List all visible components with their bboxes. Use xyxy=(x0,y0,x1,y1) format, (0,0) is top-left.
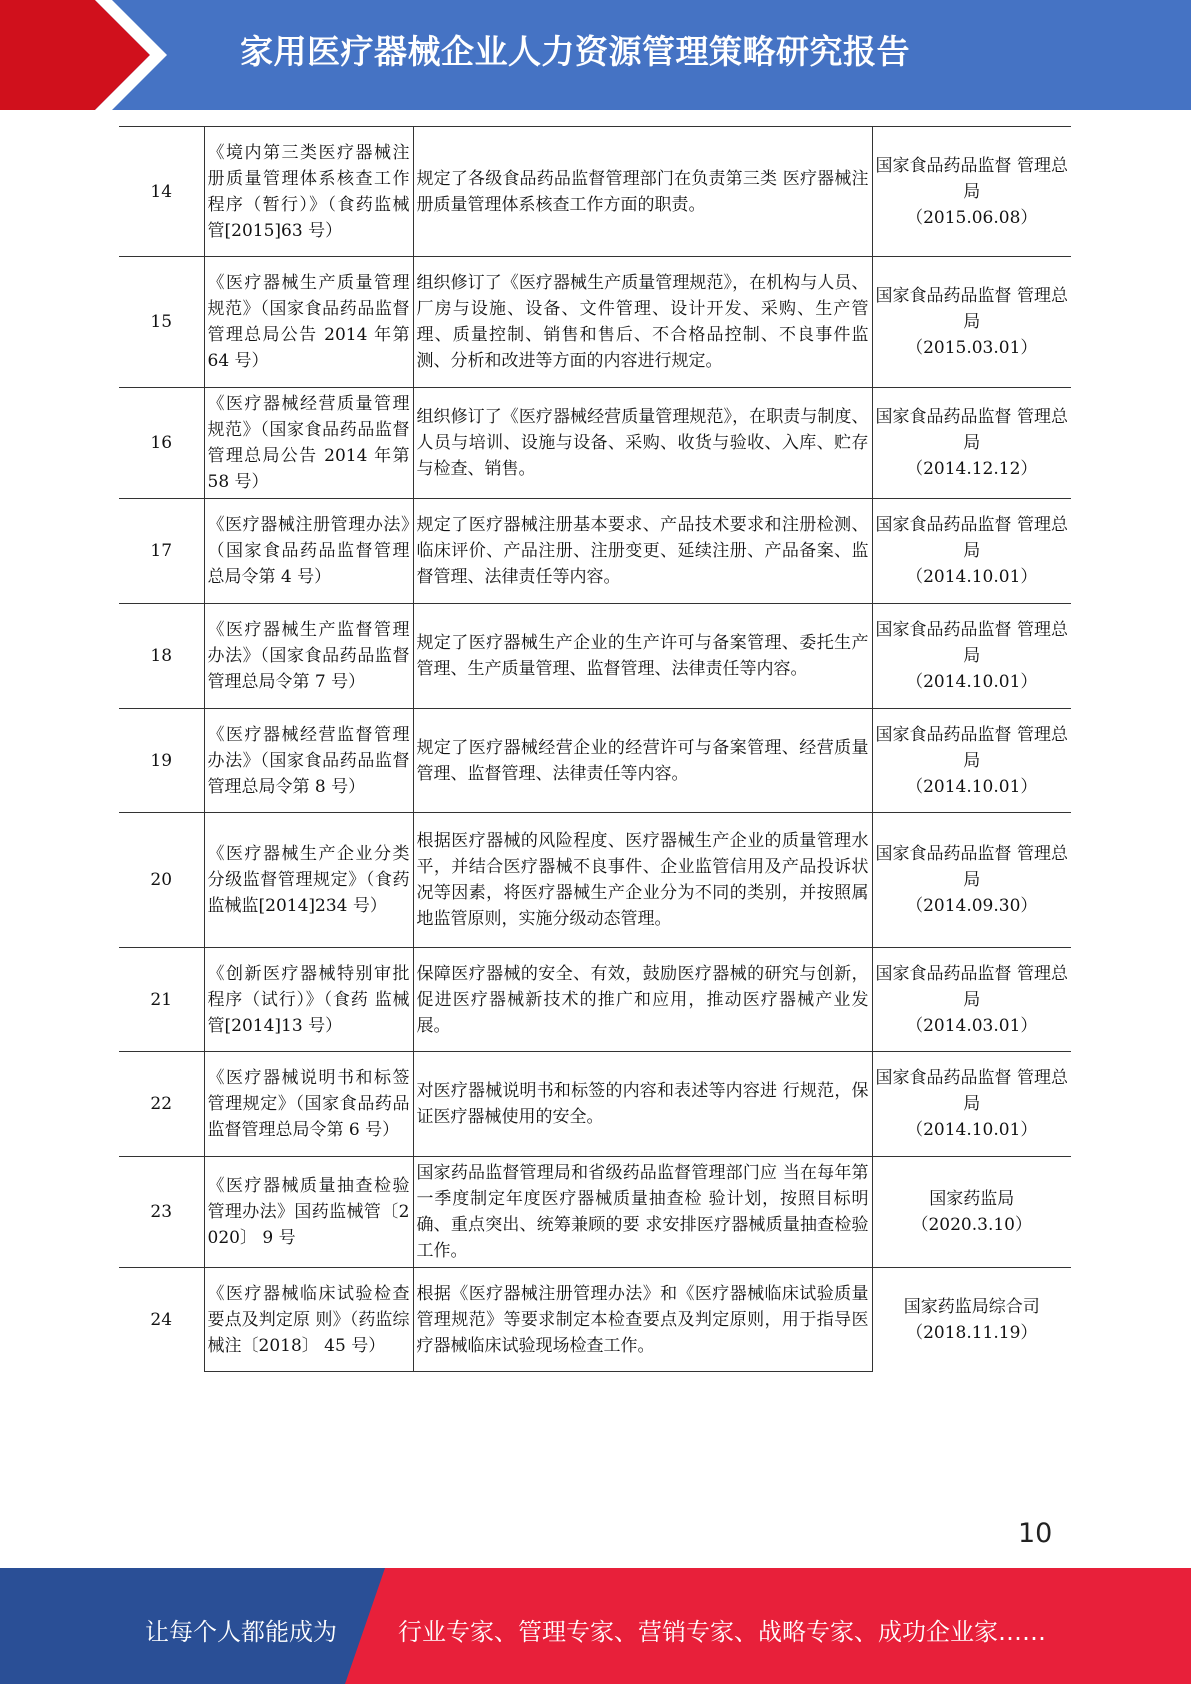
authority-name: 国家食品药品监督 管理总局 xyxy=(875,515,1068,561)
table-row xyxy=(119,1157,1071,1268)
issuing-authority xyxy=(872,257,1071,388)
regulation-description: 规定了医疗器械生产企业的生产许可与备案管理、委托生产管理、生产质量管理、监督管理、法律责任等内容。 xyxy=(413,604,872,709)
regulation-description: 组织修订了《医疗器械生产质量管理规范》，在机构与人员、厂房与设施、设备、文件管理、设计开发、采购、生产管理、质量控制、销售和售后、不合格品控制、不良事件监测、分析和改进等方面的内容进行规定。 xyxy=(413,257,872,388)
regulation-table-body xyxy=(119,127,1071,1372)
page-number: 10 xyxy=(1018,1518,1053,1549)
table-row xyxy=(119,709,1071,813)
effective-date: （2020.3.10） xyxy=(911,1215,1033,1235)
issuing-authority xyxy=(872,1268,1071,1372)
row-number: 15 xyxy=(119,257,204,388)
regulation-name: 《医疗器械质量抽查检验管理办法》国药监械管〔2020〕 9 号 xyxy=(204,1157,413,1268)
effective-date: （2014.03.01） xyxy=(906,1015,1038,1036)
regulation-description: 对医疗器械说明书和标签的内容和表述等内容进 行规范，保证医疗器械使用的安全。 xyxy=(413,1052,872,1157)
table-row xyxy=(119,257,1071,388)
regulation-name: 《创新医疗器械特别审批程序（试行）》（食药 监械管[2014]13 号） xyxy=(204,948,413,1052)
footer-slogan-right: 行业专家、管理专家、营销专家、战略专家、成功企业家…… xyxy=(398,1618,1046,1646)
authority-name: 国家食品药品监督 管理总局 xyxy=(875,155,1068,202)
row-number: 23 xyxy=(119,1157,204,1268)
authority-name: 国家食品药品监督 管理总局 xyxy=(875,963,1068,1010)
row-number: 17 xyxy=(119,499,204,604)
regulation-table xyxy=(119,126,1071,1372)
issuing-authority xyxy=(872,604,1071,709)
authority-name: 国家食品药品监督 管理总局 xyxy=(875,844,1068,890)
table-row xyxy=(119,948,1071,1052)
regulation-name: 《境内第三类医疗器械注册质量管理体系核查工作程序（暂行）》（食药监械管[2015]63 号） xyxy=(204,127,413,257)
issuing-authority xyxy=(872,709,1071,813)
regulation-name: 《医疗器械生产企业分类分级监督管理规定》（食药监械监[2014]234 号） xyxy=(204,813,413,948)
header-banner xyxy=(0,0,1191,110)
table-row xyxy=(119,499,1071,604)
effective-date: （2018.11.19） xyxy=(906,1322,1038,1343)
effective-date: （2014.10.01） xyxy=(906,1120,1038,1140)
issuing-authority xyxy=(872,388,1071,499)
effective-date: （2014.10.01） xyxy=(906,776,1038,797)
row-number: 19 xyxy=(119,709,204,813)
table-row xyxy=(119,1268,1071,1372)
authority-name: 国家药监局综合司 xyxy=(903,1296,1040,1317)
regulation-name: 《医疗器械生产质量管理规范》（国家食品药品监督管理总局公告 2014 年第 64 号） xyxy=(204,257,413,388)
regulation-description: 国家药品监督管理局和省级药品监督管理部门应 当在每年第一季度制定年度医疗器械质量抽查检 验计划，按照目标明确、重点突出、统筹兼顾的要 求安排医疗器械质量抽查检验工作。 xyxy=(413,1157,872,1268)
table-row xyxy=(119,388,1071,499)
report-title: 家用医疗器械企业人力资源管理策略研究报告 xyxy=(240,32,910,71)
regulation-description: 规定了各级食品药品监督管理部门在负责第三类 医疗器械注册质量管理体系核查工作方面的职责。 xyxy=(413,127,872,257)
authority-name: 国家食品药品监督 管理总局 xyxy=(875,407,1068,453)
issuing-authority xyxy=(872,1052,1071,1157)
authority-name: 国家食品药品监督 管理总局 xyxy=(875,724,1068,771)
row-number: 24 xyxy=(119,1268,204,1372)
regulation-name: 《医疗器械说明书和标签管理规定》（国家食品药品监督管理总局令第 6 号） xyxy=(204,1052,413,1157)
regulation-name: 《医疗器械经营监督管理办法》（国家食品药品监督管理总局令第 8 号） xyxy=(204,709,413,813)
regulation-name: 《医疗器械经营质量管理规范》（国家食品药品监督管理总局公告 2014 年第 58 号） xyxy=(204,388,413,499)
issuing-authority xyxy=(872,813,1071,948)
table-row xyxy=(119,1052,1071,1157)
authority-name: 国家药监局 xyxy=(929,1189,1015,1209)
regulation-description: 根据《医疗器械注册管理办法》和《医疗器械临床试验质量管理规范》等要求制定本检查要点及判定原则，用于指导医疗器械临床试验现场检查工作。 xyxy=(413,1268,872,1372)
issuing-authority xyxy=(872,127,1071,257)
regulation-description: 组织修订了《医疗器械经营质量管理规范》，在职责与制度、人员与培训、设施与设备、采购、收货与验收、入库、贮存与检查、销售。 xyxy=(413,388,872,499)
issuing-authority xyxy=(872,948,1071,1052)
effective-date: （2014.09.30） xyxy=(906,896,1038,916)
effective-date: （2014.12.12） xyxy=(906,459,1038,479)
regulation-description: 保障医疗器械的安全、有效，鼓励医疗器械的研究与创新，促进医疗器械新技术的推广和应用，推动医疗器械产业发展。 xyxy=(413,948,872,1052)
row-number: 18 xyxy=(119,604,204,709)
regulation-description: 规定了医疗器械注册基本要求、产品技术要求和注册检测、临床评价、产品注册、注册变更、延续注册、产品备案、监督管理、法律责任等内容。 xyxy=(413,499,872,604)
row-number: 20 xyxy=(119,813,204,948)
row-number: 16 xyxy=(119,388,204,499)
table-row xyxy=(119,813,1071,948)
effective-date: （2015.03.01） xyxy=(906,338,1038,358)
row-number: 21 xyxy=(119,948,204,1052)
authority-name: 国家食品药品监督 管理总局 xyxy=(875,620,1068,666)
effective-date: （2015.06.08） xyxy=(906,207,1038,228)
effective-date: （2014.10.01） xyxy=(906,567,1038,587)
table-row xyxy=(119,604,1071,709)
authority-name: 国家食品药品监督 管理总局 xyxy=(875,1068,1068,1114)
regulation-name: 《医疗器械生产监督管理办法》（国家食品药品监督管理总局令第 7 号） xyxy=(204,604,413,709)
table-row xyxy=(119,127,1071,257)
issuing-authority xyxy=(872,499,1071,604)
issuing-authority xyxy=(872,1157,1071,1268)
regulation-name: 《医疗器械注册管理办法》（国家食品药品监督管理总局令第 4 号） xyxy=(204,499,413,604)
footer-slogan-left: 让每个人都能成为 xyxy=(145,1618,337,1646)
row-number: 22 xyxy=(119,1052,204,1157)
effective-date: （2014.10.01） xyxy=(906,672,1038,692)
regulation-description: 规定了医疗器械经营企业的经营许可与备案管理、经营质量管理、监督管理、法律责任等内容。 xyxy=(413,709,872,813)
row-number: 14 xyxy=(119,127,204,257)
footer-banner xyxy=(0,1568,1191,1684)
regulation-name: 《医疗器械临床试验检查要点及判定原 则》（药监综械注〔2018〕 45 号） xyxy=(204,1268,413,1372)
authority-name: 国家食品药品监督 管理总局 xyxy=(875,286,1068,332)
regulation-description: 根据医疗器械的风险程度、医疗器械生产企业的质量管理水平，并结合医疗器械不良事件、企业监管信用及产品投诉状况等因素，将医疗器械生产企业分为不同的类别，并按照属地监管原则，实施分级动态管理。 xyxy=(413,813,872,948)
